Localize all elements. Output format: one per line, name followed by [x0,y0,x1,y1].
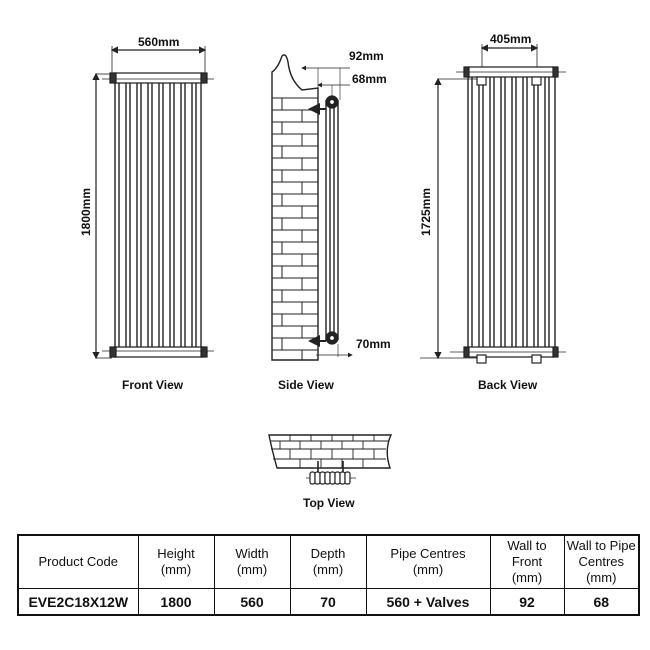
back-view-label: Back View [478,378,538,392]
side-wall-to-front-dimension: 92mm [349,49,384,63]
side-wall-to-pipe-dimension: 68mm [352,72,387,86]
cell-product-code: EVE2C18X12W [18,589,138,616]
front-height-dimension: 1800mm [79,187,94,237]
cell-depth: 70 [290,589,366,616]
cell-height: 1800 [138,589,214,616]
front-width-dimension: 560mm [138,35,180,49]
top-view-label: Top View [303,496,355,510]
header-wall-to-pipe-centres: Wall to Pipe Centres (mm) [564,535,639,589]
cell-wall-to-front: 92 [490,589,564,616]
back-height-dimension: 1725mm [419,187,434,237]
header-width: Width (mm) [214,535,290,589]
cell-wall-to-pipe-centres: 68 [564,589,639,616]
side-view-label: Side View [278,378,334,392]
back-bracket-dimension: 405mm [490,32,532,46]
front-view-drawing [96,46,214,358]
header-product-code: Product Code [18,535,138,589]
front-view-label: Front View [122,378,184,392]
header-wall-to-front: Wall to Front (mm) [490,535,564,589]
header-pipe-centres: Pipe Centres (mm) [366,535,490,589]
cell-width: 560 [214,589,290,616]
header-height: Height (mm) [138,535,214,589]
specification-table [17,534,640,616]
top-view-drawing [269,435,391,484]
table-header-row [18,535,639,589]
side-depth-dimension: 70mm [356,337,391,351]
header-depth: Depth (mm) [290,535,366,589]
back-view-drawing [420,44,566,363]
cell-pipe-centres: 560 + Valves [366,589,490,616]
table-row [18,589,639,616]
side-view-drawing [272,55,352,360]
